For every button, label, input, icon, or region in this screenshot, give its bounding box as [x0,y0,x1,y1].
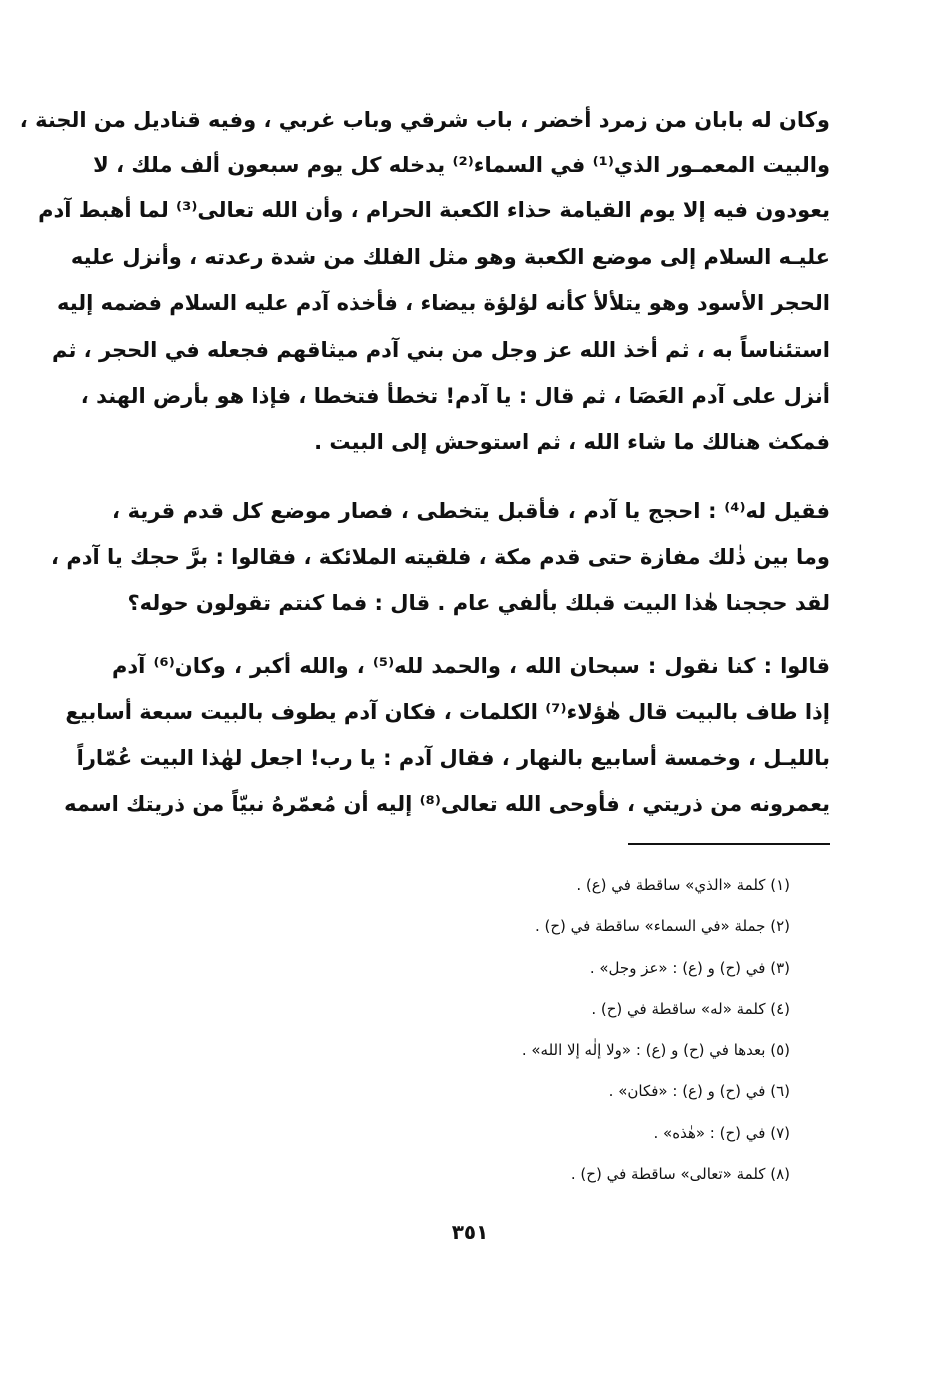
footnote-4: (٤) كلمة «له» ساقطة في (ح) . [591,1000,790,1018]
text-line: إذا طاف بالبيت قال هٰؤلاء⁽⁷⁾ الكلمات ، فكان آدم يطوف بالبيت سبعة أسابيع [65,700,830,724]
text-line: فمكث هنالك ما شاء الله ، ثم استوحش إلى البيت . [314,430,830,454]
text-line: عليـه السلام إلى موضع الكعبة وهو مثل الفلك من شدة رعدته ، وأنزل عليه [70,245,830,269]
footnote-5: (٥) بعدها في (ح) و (ع) : «ولا إلٰه إلا الله» . [521,1041,790,1059]
footnote-6: (٦) في (ح) و (ع) : «فكان» . [608,1082,790,1100]
text-line: وما بين ذٰلك مفازة حتى قدم مكة ، فلقيته الملائكة ، فقالوا : برَّ حجك يا آدم ، [51,545,830,569]
footnote-7: (٧) في (ح) : «هٰذه» . [653,1124,790,1142]
text-line: أنزل على آدم العَصَا ، ثم قال : يا آدم! تخطأ فتخطا ، فإذا هو بأرض الهند ، [80,384,830,408]
text-line: بالليـل ، وخمسة أسابيع بالنهار ، فقال آدم : يا رب! اجعل لهٰذا البيت عُمّاراً [76,746,830,770]
footnote-8: (٨) كلمة «تعالى» ساقطة في (ح) . [570,1165,790,1183]
text-line: وكان له بابان من زمرد أخضر ، باب شرقي وباب غربي ، وفيه قناديل من الجنة ، [19,108,830,132]
footnote-1: (١) كلمة «الذي» ساقطة في (ع) . [576,876,790,894]
text-line: لقد حججنا هٰذا البيت قبلك بألفي عام . قال : فما كنتم تقولون حوله؟ [127,591,830,615]
text-line: يعمرونه من ذريتي ، فأوحى الله تعالى⁽⁸⁾ إليه أن مُعمّرهُ نبيّاً من ذريتك اسمه [64,792,830,816]
text-line: فقيل له⁽⁴⁾ : احجج يا آدم ، فأقبل يتخطى ، فصار موضع كل قدم قرية ، [112,499,830,523]
text-line: والبيت المعمـور الذي⁽¹⁾ في السماء⁽²⁾ يدخله كل يوم سبعون ألف ملك ، لا [93,153,830,177]
text-line: قالوا : كنا نقول : سبحان الله ، والحمد لله⁽⁵⁾ ، والله أكبر ، وكان⁽⁶⁾ آدم [112,654,830,678]
text-line: استئناساً به ، ثم أخذ الله عز وجل من بني آدم ميثاقهم فجعله في الحجر ، ثم [52,338,830,362]
footnote-2: (٢) جملة «في السماء» ساقطة في (ح) . [534,917,790,935]
footnote-3: (٣) في (ح) و (ع) : «عز وجل» . [589,959,790,977]
text-line: الحجر الأسود وهو يتلألأ كأنه لؤلؤة بيضاء ، فأخذه آدم عليه السلام فضمه إليه [56,291,830,315]
footnote-divider [628,843,830,845]
text-line: يعودون فيه إلا يوم القيامة حذاء الكعبة الحرام ، وأن الله تعالى⁽³⁾ لما أهبط آدم [38,198,830,222]
page-number: ٣٥١ [451,1220,489,1244]
